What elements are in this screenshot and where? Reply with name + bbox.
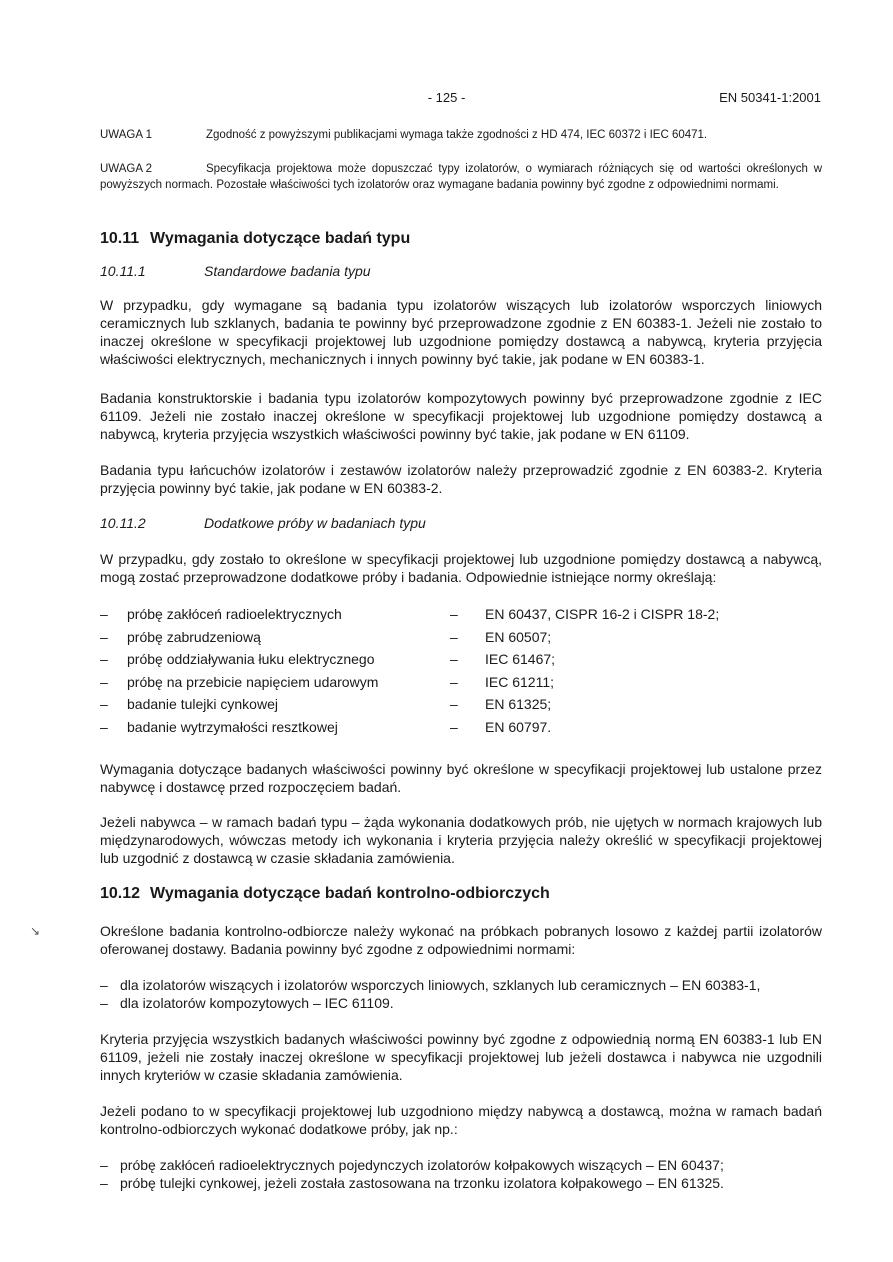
test-standard: EN 61325; (485, 696, 552, 713)
paragraph: W przypadku, gdy wymagane są badania typu izolatorów wiszących lub izolatorów wsporczych liniowych ceramicznych lub szklanych, badania te powinny być przeprowadzone zgodnie z EN 60383-1. Jeżeli nie zostało to inaczej określone w specyfikacji projektowej lub uzgodnione pomiędzy dostawcą a nabywcą, kryteria przyjęcia właściwości elektrycznych, mechanicznych i innych powinny być takie, jak podane w EN 60383-1. (100, 297, 822, 367)
list-dash: – (450, 651, 458, 668)
note-label: UWAGA 1 (100, 129, 152, 141)
list-dash: – (100, 696, 108, 713)
paragraph: Określone badania kontrolno-odbiorcze należy wykonać na próbkach pobranych losowo z każdej partii izolatorów oferowanej dostawy. Badania powinny być zgodne z odpowiednimi normami: (100, 923, 822, 957)
test-name: badanie wytrzymałości resztkowej (127, 718, 338, 735)
subsection-title: Dodatkowe próby w badaniach typu (204, 515, 426, 531)
standard-id: EN 50341-1:2001 (719, 90, 821, 105)
list-dash: – (450, 628, 458, 645)
list-item-text: dla izolatorów kompozytowych – IEC 61109. (120, 995, 394, 1011)
test-name: badanie tulejki cynkowej (127, 696, 278, 713)
margin-mark: ↘ (30, 924, 41, 938)
list-item (100, 648, 822, 671)
test-name: próbę zabrudzeniową (127, 628, 261, 645)
list-dash: – (100, 718, 108, 735)
list-dash: – (100, 673, 108, 690)
test-standard: EN 60507; (485, 628, 552, 645)
list-dash: – (450, 673, 458, 690)
list-dash: – (100, 1175, 108, 1191)
list-item-text: próbę tulejki cynkowej, jeżeli została zastosowana na trzonku izolatora kołpakowego – EN 61325. (120, 1175, 724, 1191)
list-item (100, 716, 822, 739)
note-text: Specyfikacja projektowa może dopuszczać typy izolatorów, o wymiarach różniących się od wartości określonych w powyższych normach. Pozostałe właściwości tych izolatorów oraz wymagane badania powinny być zgodne z odpowiednimi normami. (100, 163, 822, 191)
note-text: Zgodność z powyższymi publikacjami wymaga także zgodności z HD 474, IEC 60372 i IEC 60471. (206, 129, 708, 141)
note-2 (100, 161, 822, 193)
test-standard: EN 60797. (485, 718, 552, 735)
list-dash: – (100, 606, 108, 622)
list-item (100, 1174, 822, 1192)
list-dash: – (450, 696, 458, 713)
paragraph: Kryteria przyjęcia wszystkich badanych właściwości powinny być zgodne z odpowiednią normą EN 60383-1 lub EN 61109, jeżeli nie zostały inaczej określone w specyfikacji projektowej lub jeżeli dostawca i nabywca nie uzgodnili innych kryteriów w czasie składania zamówienia. (100, 1031, 822, 1083)
list-item (100, 693, 822, 716)
subsection-heading-10-11-2 (100, 515, 426, 531)
section-heading-10-12 (100, 885, 550, 903)
test-standard: IEC 61467; (485, 651, 556, 668)
tests-list (100, 603, 822, 739)
note-label: UWAGA 2 (100, 163, 152, 175)
list-item (100, 626, 822, 649)
list-dash: – (450, 606, 458, 622)
test-name: próbę na przebicie napięciem udarowym (127, 673, 379, 690)
list-item (100, 1156, 822, 1174)
list-item (100, 671, 822, 694)
list-dash: – (100, 977, 108, 993)
paragraph: Badania typu łańcuchów izolatorów i zestawów izolatorów należy przeprowadzić zgodnie z EN 60383-2. Kryteria przyjęcia powinny być takie, jak podane w EN 60383-2. (100, 462, 822, 496)
test-name: próbę oddziaływania łuku elektrycznego (127, 651, 375, 668)
subsection-heading-10-11-1 (100, 263, 371, 279)
paragraph: Badania konstruktorskie i badania typu izolatorów kompozytowych powinny być przeprowadzone zgodnie z IEC 61109. Jeżeli nie zostało inaczej określone w specyfikacji projektowej lub uzgodnione pomiędzy dostawcą a nabywcą, kryteria przyjęcia wszystkich właściwości powinny być takie, jak podane w EN 61109. (100, 390, 822, 442)
section-heading-10-11 (100, 230, 410, 248)
test-standard: EN 60437, CISPR 16-2 i CISPR 18-2; (485, 606, 720, 622)
list-dash: – (100, 628, 108, 645)
subsection-title: Standardowe badania typu (204, 263, 371, 279)
page-number: - 125 - (427, 90, 466, 105)
list-item-text: dla izolatorów wiszących i izolatorów wsporczych liniowych, szklanych lub ceramicznych – EN 60383-1, (120, 977, 761, 993)
test-standard: IEC 61211; (485, 673, 555, 690)
list-item-text: próbę zakłóceń radioelektrycznych pojedynczych izolatorów kołpakowych wiszących – EN 60437; (120, 1157, 724, 1173)
list-dash: – (100, 995, 108, 1011)
paragraph: W przypadku, gdy zostało to określone w specyfikacji projektowej lub uzgodnione pomiędzy dostawcą a nabywcą, mogą zostać przeprowadzone dodatkowe próby i badania. Odpowiednie istniejące normy określają: (100, 551, 822, 585)
paragraph: Jeżeli podano to w specyfikacji projektowej lub uzgodniono między nabywcą a dostawcą, można w ramach badań kontrolno-odbiorczych wykonać dodatkowe próby, jak np.: (100, 1103, 822, 1137)
paragraph: Wymagania dotyczące badanych właściwości powinny być określone w specyfikacji projektowej lub ustalone przez nabywcę i dostawcę przed rozpoczęciem badań. (100, 761, 822, 795)
extra-tests-list (100, 1156, 822, 1192)
paragraph: Jeżeli nabywca – w ramach badań typu – żąda wykonania dodatkowych prób, nie ujętych w normach krajowych lub międzynarodowych, wówczas metody ich wykonania i kryteria przyjęcia należy określić w specyfikacji projektowej lub uzgodnić z dostawcą w czasie składania zamówienia. (100, 814, 822, 866)
list-dash: – (100, 1157, 108, 1173)
list-dash: – (100, 651, 108, 668)
test-name: próbę zakłóceń radioelektrycznych (127, 606, 342, 622)
list-item (100, 603, 822, 626)
subsection-number: 10.11.1 (100, 263, 146, 279)
section-title: Wymagania dotyczące badań kontrolno-odbiorczych (150, 885, 550, 902)
list-item (100, 976, 822, 994)
section-number: 10.12 (100, 885, 141, 902)
standards-list (100, 976, 822, 1012)
note-1 (100, 127, 822, 143)
section-title: Wymagania dotyczące badań typu (150, 230, 411, 247)
list-dash: – (450, 718, 458, 735)
list-item (100, 994, 822, 1012)
section-number: 10.11 (100, 230, 140, 247)
subsection-number: 10.11.2 (100, 515, 146, 531)
